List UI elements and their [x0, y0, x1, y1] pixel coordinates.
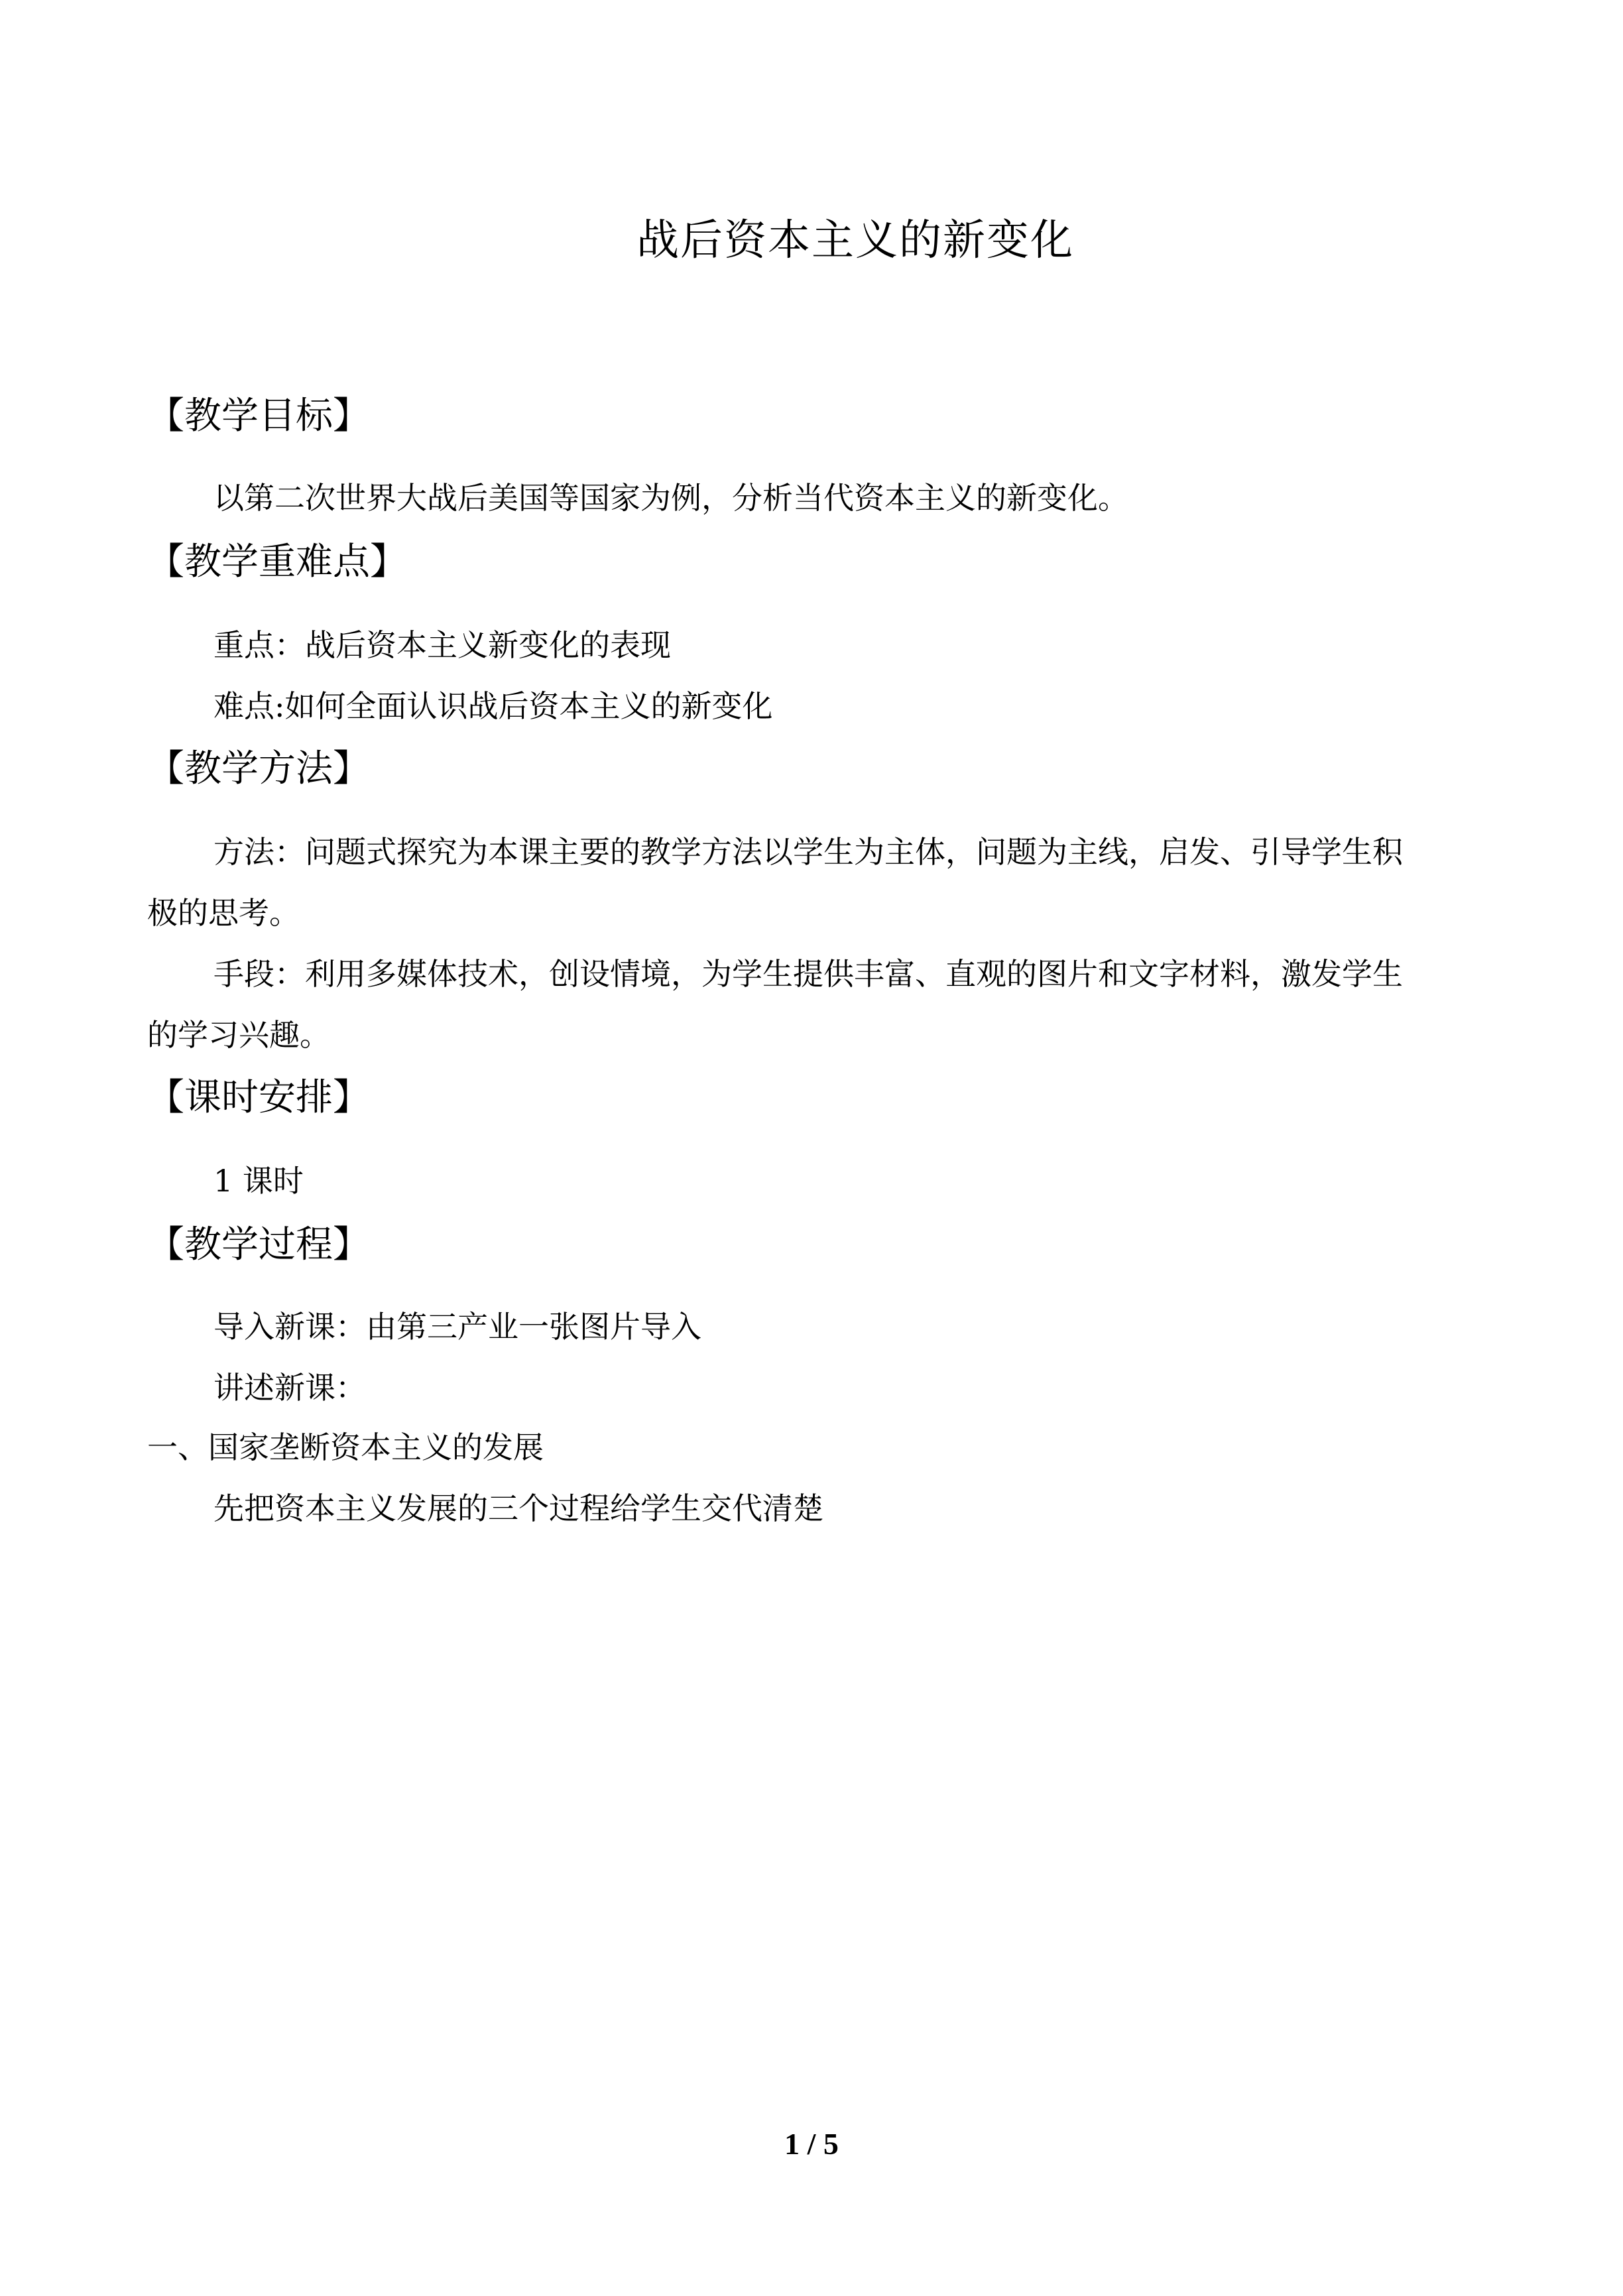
- heading-key-points: 【教学重难点】: [147, 540, 407, 583]
- heading-methods: 【教学方法】: [147, 747, 370, 790]
- document-title: 战后资本主义的新变化: [636, 216, 1074, 265]
- process-part-one-text: 先把资本主义发展的三个过程给学生交代清楚: [213, 1490, 823, 1526]
- means-line-2: 的学习兴趣。: [147, 1017, 330, 1053]
- schedule-text: 1 课时: [213, 1163, 304, 1199]
- heading-process: 【教学过程】: [147, 1223, 370, 1266]
- process-part-one: 一、国家垄断资本主义的发展: [147, 1429, 544, 1465]
- method-line-1: 方法：问题式探究为本课主要的教学方法以学生为主体，问题为主线，启发、引导学生积: [213, 834, 1403, 870]
- means-line-1: 手段：利用多媒体技术，创设情境，为学生提供丰富、直观的图片和文字材料，激发学生: [213, 956, 1403, 992]
- method-line-2: 极的思考。: [147, 895, 300, 931]
- page-number: 1 / 5: [784, 2127, 839, 2161]
- heading-objectives: 【教学目标】: [147, 394, 370, 438]
- key-point-difficulty: 难点:如何全面认识战后资本主义的新变化: [213, 688, 773, 724]
- key-point-focus: 重点：战后资本主义新变化的表现: [213, 627, 671, 663]
- process-intro: 导入新课：由第三产业一张图片导入: [213, 1309, 701, 1345]
- process-lecture: 讲述新课：: [213, 1370, 366, 1406]
- objectives-text: 以第二次世界大战后美国等国家为例，分析当代资本主义的新变化。: [213, 480, 1128, 516]
- heading-schedule: 【课时安排】: [147, 1076, 370, 1119]
